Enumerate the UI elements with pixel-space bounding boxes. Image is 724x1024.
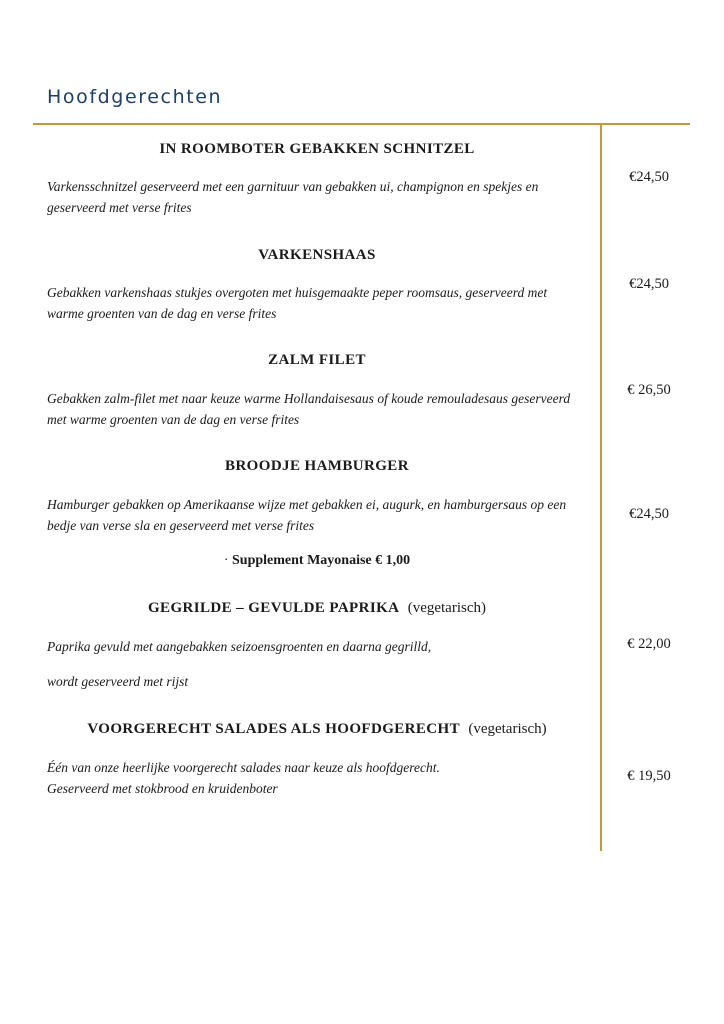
dish-price-zalm-filet: € 26,50 [627,382,671,398]
dish-price-hamburger: €24,50 [629,506,669,522]
dish-description-varkenshaas: Gebakken varkenshaas stukjes overgoten met huisgemaakte peper roomsaus, geserveerd met warme groenten van de dag en verse frites [47,285,548,321]
dish-name-schnitzel: IN ROOMBOTER GEBAKKEN SCHNITZEL [159,141,475,157]
supplement-text: Supplement Mayonaise € 1,00 [232,553,411,568]
dish-name-salades [47,721,587,738]
vegetarian-note: (vegetarisch) [407,600,486,616]
dish-price-varkenshaas: €24,50 [629,276,669,292]
supplement-bullet: · [223,553,229,568]
dish-price-paprika: € 22,00 [627,636,671,652]
dish-title-salades: VOORGERECHT SALADES ALS HOOFDGERECHT [87,721,461,737]
dish-name-paprika [47,600,587,617]
dish-description-paprika-line1: Paprika gevuld met aangebakken seizoensgroenten en daarna gegrilld, [47,639,432,654]
dish-price-salades: € 19,50 [627,768,671,784]
price-column-divider [600,124,602,851]
dish-title-paprika: GEGRILDE – GEVULDE PAPRIKA [147,600,400,616]
dish-price-schnitzel: €24,50 [629,169,669,185]
header-divider [33,123,690,125]
dish-name-varkenshaas: VARKENSHAAS [258,247,376,263]
dish-description-hamburger: Hamburger gebakken op Amerikaanse wijze met gebakken ei, augurk, en hamburgersaus op een bedje van verse sla en geserveerd met verse frites [47,497,567,533]
vegetarian-note: (vegetarisch) [468,721,547,737]
page-title: Hoofdgerechten [47,86,223,108]
dish-description-salades-line2: Geserveerd met stokbrood en kruidenboter [47,781,278,796]
dish-description-schnitzel: Varkensschnitzel geserveerd met een garnituur van gebakken ui, champignon en spekjes en geserveerd met verse frites [47,179,539,215]
dish-name-zalm-filet: ZALM FILET [268,352,366,368]
dish-description-salades-line1: Één van onze heerlijke voorgerecht salades naar keuze als hoofdgerecht. [47,760,440,775]
supplement-mayonaise [47,553,587,569]
dish-description-paprika-line2: wordt geserveerd met rijst [47,674,189,689]
dish-description-zalm-filet: Gebakken zalm-filet met naar keuze warme Hollandaisesaus of koude remouladesaus geserveerd met warme groenten van de dag en verse frites [47,391,571,427]
dish-name-hamburger: BROODJE HAMBURGER [225,458,409,474]
